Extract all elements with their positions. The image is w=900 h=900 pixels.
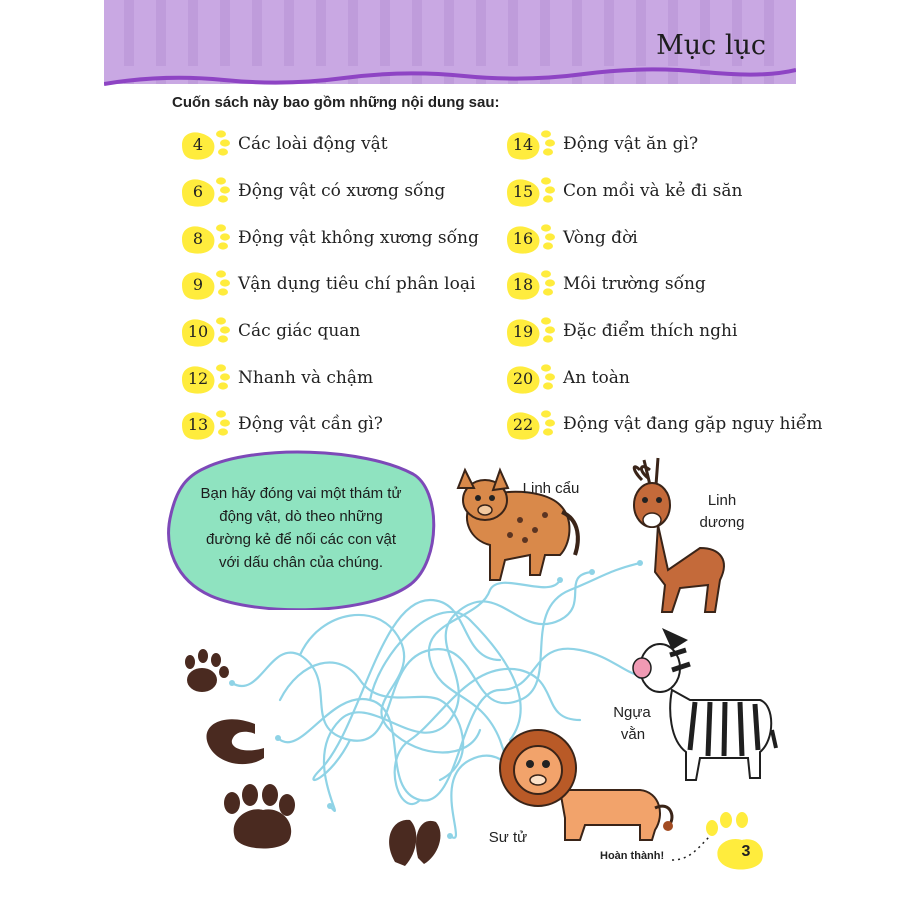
toc-title: Các loài động vật	[238, 134, 388, 154]
toc-title: Vận dụng tiêu chí phân loại	[238, 274, 476, 294]
antelope-illustration	[634, 458, 724, 612]
zebra-label-line2: vằn	[620, 726, 646, 743]
toc-title: Vòng đời	[563, 228, 638, 248]
toc-title: Động vật đang gặp nguy hiểm	[563, 414, 823, 434]
toc-page-number: 16	[512, 229, 534, 248]
toc-page-number: 8	[192, 229, 204, 248]
toc-page-number: 10	[187, 322, 209, 341]
intro-text: Cuốn sách này bao gồm những nội dung sau:	[172, 94, 500, 111]
toc-page-number: 15	[512, 182, 534, 201]
toc-title: Các giác quan	[238, 321, 361, 341]
toc-title: Động vật có xương sống	[238, 181, 446, 201]
antelope-label-line1: Linh	[707, 492, 737, 509]
toc-page-number: 20	[512, 369, 534, 388]
toc-page-number: 13	[187, 415, 209, 434]
toc-page-number: 6	[192, 182, 204, 201]
toc-page-number: 12	[187, 369, 209, 388]
instruction-text: Bạn hãy đóng vai một thám tử động vật, dò theo những đường kẻ để nối các con vật với dấu chân của chúng.	[200, 485, 402, 571]
toc-page-number: 19	[512, 322, 534, 341]
lion-pawprint-icon	[224, 784, 295, 849]
lion-illustration	[500, 730, 673, 840]
toc-title: Môi trường sống	[563, 274, 706, 294]
toc-title: Đặc điểm thích nghi	[563, 321, 738, 341]
hyena-footprint-icon	[185, 649, 229, 692]
antelope-label-line2: dương	[699, 514, 745, 531]
toc-page-number: 4	[192, 135, 204, 154]
lion-label: Sư tử	[488, 829, 528, 846]
toc-page-number: 9	[192, 275, 204, 294]
done-label: Hoàn thành!	[600, 850, 665, 862]
toc-title: Động vật ăn gì?	[563, 134, 699, 154]
zebra-hoofprint-icon	[206, 719, 264, 764]
toc-title: Con mồi và kẻ đi săn	[563, 181, 743, 201]
toc-title: Nhanh và chậm	[238, 368, 374, 388]
zebra-label-line1: Ngựa	[613, 704, 651, 721]
page-title: Mục lục	[656, 30, 766, 61]
toc-title: Động vật không xương sống	[238, 228, 479, 248]
page-number: 3	[741, 843, 751, 860]
hyena-label: Linh cẩu	[522, 480, 580, 497]
toc-page-number: 14	[512, 135, 534, 154]
antelope-hoofprint-icon	[389, 820, 440, 866]
toc-page-number: 22	[512, 415, 534, 434]
toc-title: An toàn	[563, 368, 630, 388]
toc-page-number: 18	[512, 275, 534, 294]
toc-title: Động vật cần gì?	[238, 414, 383, 434]
